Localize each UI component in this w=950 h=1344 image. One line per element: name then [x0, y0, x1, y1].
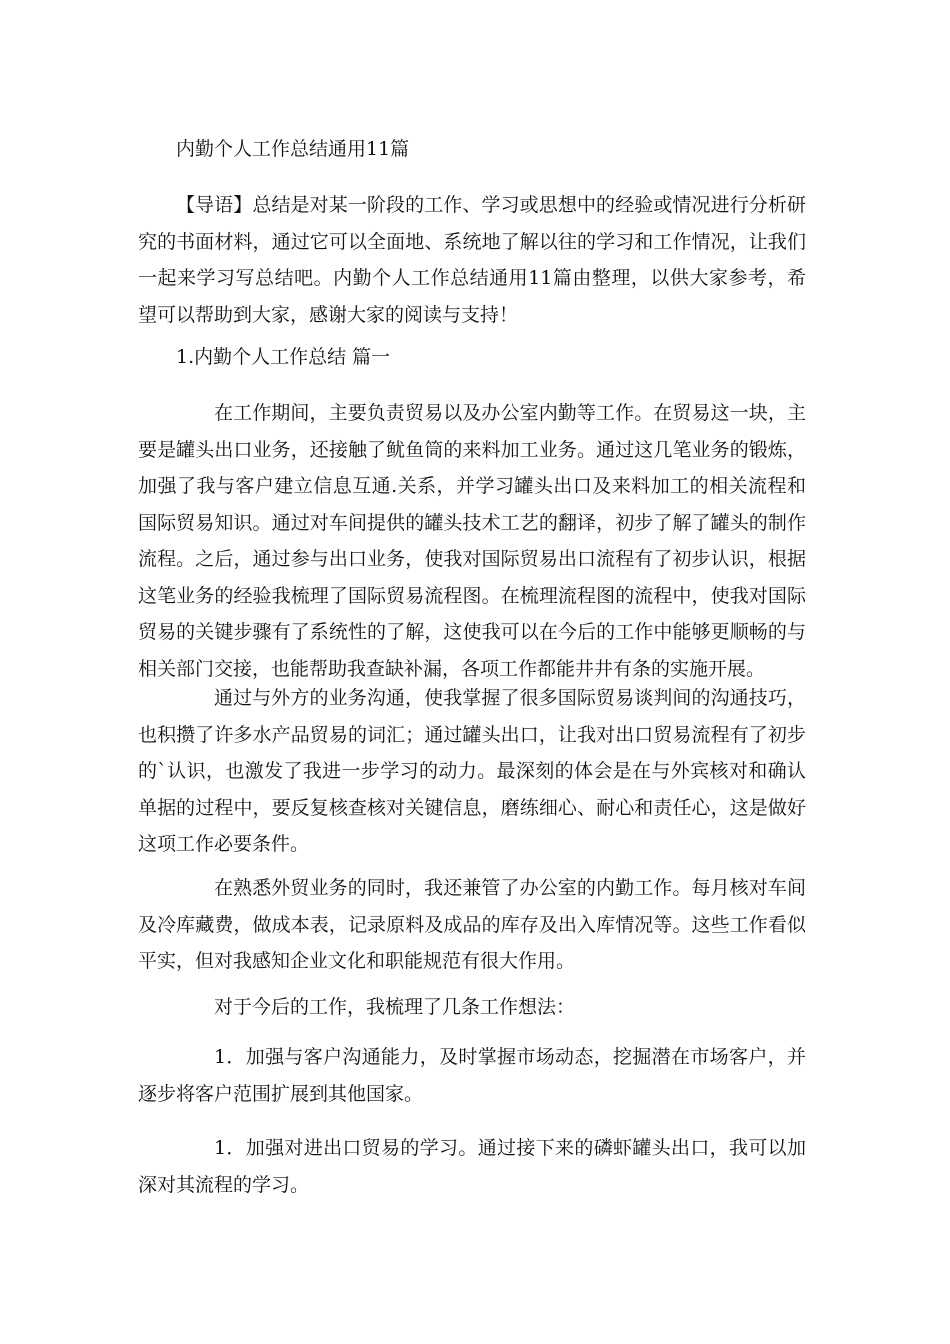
document-title: 内勤个人工作总结通用11篇 [176, 138, 410, 160]
body-paragraph-4: 对于今后的工作，我梳理了几条工作想法： [214, 996, 576, 1018]
list-item-1: 1．加强与客户沟通能力，及时掌握市场动态，挖掘潜在市场客户，并逐步将客户范围扩展到其他国家。 [138, 1046, 806, 1105]
list-item-2: 1．加强对进出口贸易的学习。通过接下来的磷虾罐头出口，我可以加深对其流程的学习。 [138, 1137, 806, 1196]
section-heading: 1.内勤个人工作总结 篇一 [176, 346, 391, 368]
body-paragraph-1: 在工作期间，主要负责贸易以及办公室内勤等工作。在贸易这一块，主要是罐头出口业务，还接触了鱿鱼筒的来料加工业务。通过这几笔业务的锻炼，加强了我与客户建立信息互通.关系，并学习罐头出口及来料加工的相关流程和国际贸易知识。通过对车间提供的罐头技术工艺的翻译，初步了解了罐头的制作流程。之后，通过参与出口业务，使我对国际贸易出口流程有了初步认识，根据这笔业务的经验我梳理了国际贸易流程图。在梳理流程图的流程中，使我对国际贸易的关键步骤有了系统性的了解，这使我可以在今后的工作中能够更顺畅的与相关部门交接，也能帮助我查缺补漏，各项工作都能井井有条的实施开展。 [138, 402, 806, 680]
intro-paragraph: 【导语】总结是对某一阶段的工作、学习或思想中的经验或情况进行分析研究的书面材料，通过它可以全面地、系统地了解以往的学习和工作情况，让我们一起来学习写总结吧。内勤个人工作总结通用11篇由整理，以供大家参考，希望可以帮助到大家，感谢大家的阅读与支持！ [138, 194, 806, 326]
body-paragraph-2: 通过与外方的业务沟通，使我掌握了很多国际贸易谈判间的沟通技巧，也积攒了许多水产品贸易的词汇；通过罐头出口，让我对出口贸易流程有了初步的`认识，也激发了我进一步学习的动力。最深刻的体会是在与外宾核对和确认单据的过程中，要反复核查核对关键信息，磨练细心、耐心和责任心，这是做好这项工作必要条件。 [138, 687, 806, 855]
body-paragraph-3: 在熟悉外贸业务的同时，我还兼管了办公室的内勤工作。每月核对车间及冷库藏费，做成本表，记录原料及成品的库存及出入库情况等。这些工作看似平实，但对我感知企业文化和职能规范有很大作用。 [138, 877, 806, 972]
